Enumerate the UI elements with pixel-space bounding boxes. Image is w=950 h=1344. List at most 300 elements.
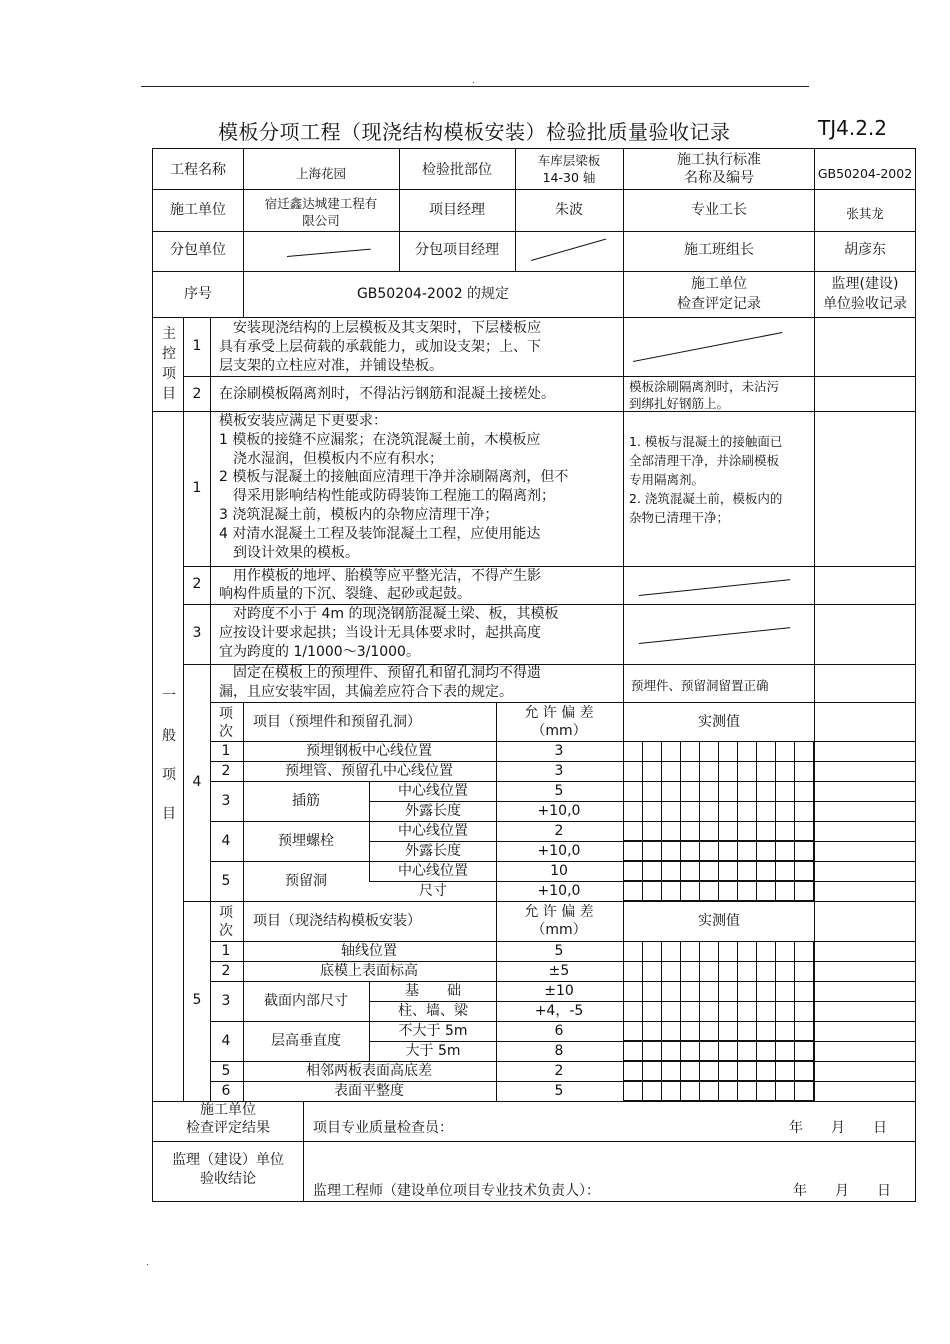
measure-cell [719,881,738,901]
measure-grid-formwork [623,941,814,1101]
measure-cell [738,861,757,881]
seq-header: 序号 [184,286,212,302]
measure-cell [719,1021,738,1041]
measure-cell [795,981,814,1001]
measure-cell [681,861,700,881]
check-header-line2: 检查评定记录 [677,296,761,312]
empty-mark-sub-unit [287,249,371,257]
general-item-text: 宜为跨度的 1/1000～3/1000。 [219,644,420,660]
measure-cell [700,1081,719,1101]
measure-cell [700,881,719,901]
unit-result-line2: 检查评定结果 [186,1120,270,1136]
standard-label-line1: 施工执行标准 [677,152,761,168]
measure-cell [719,1061,738,1081]
measure-cell [757,801,776,821]
col-head-measured: 实测值 [698,913,740,929]
general-item-1-record-line: 全部清理干净，并涂刷模板 [629,453,780,468]
page-mark: . [472,76,475,86]
measure-cell [719,761,738,781]
team-leader-label: 施工班组长 [684,242,754,258]
measure-cell [795,881,814,901]
measure-cell [757,1021,776,1041]
measure-cell [624,1021,643,1041]
measure-cell [795,961,814,981]
measure-cell [624,981,643,1001]
empty-mark-sub-manager [531,239,606,261]
measure-cell [681,881,700,901]
measure-cell [757,981,776,1001]
date-day: 日 [877,1183,891,1199]
team-leader: 胡彦东 [844,242,886,258]
row-name: 预留洞 [285,873,327,889]
measure-cell [624,961,643,981]
general-item-1-record-line: 杂物已清理干净； [629,510,730,525]
row-sub-name: 外露长度 [405,843,461,859]
row-no: 2 [221,963,231,979]
unit-label: 施工单位 [170,202,226,218]
measure-cell [662,981,681,1001]
measure-cell [776,1061,795,1081]
measure-cell [738,821,757,841]
supervise-header-line2: 单位验收记录 [823,296,907,312]
date-year: 年 [789,1120,803,1136]
empty-mark-general-2 [639,579,790,596]
measure-cell [681,1081,700,1101]
measure-cell [700,981,719,1001]
measure-cell [757,761,776,781]
measure-cell [681,841,700,861]
measure-cell [795,1061,814,1081]
general-item-no: 3 [192,625,202,641]
measure-cell [700,1061,719,1081]
project-name-label: 工程名称 [170,162,226,178]
row-tolerance: 3 [554,743,564,759]
measure-cell [662,801,681,821]
measure-cell [681,1041,700,1061]
main-item-text: 安装现浇结构的上层模板及其支架时，下层楼板应 [219,320,541,336]
page-title: 模板分项工程（现浇结构模板安装）检验批质量验收记录 [218,120,731,144]
main-item-record: 模板涂刷隔离剂时，未沾污 [629,379,780,394]
general-item-text: 用作模板的地坪、胎模等应平整光洁，不得产生影 [219,568,541,584]
col-head-tolerance-line1: 允 许 偏 差 [524,904,594,920]
measure-cell [738,841,757,861]
row-tolerance: ±10 [544,983,574,999]
measure-cell [700,841,719,861]
measure-cell [776,881,795,901]
measure-cell [738,801,757,821]
main-label-char: 控 [162,346,176,362]
row-sub-name: 中心线位置 [398,863,468,879]
check-header-line1: 施工单位 [691,276,747,292]
measure-cell [757,841,776,861]
row-sub-name: 不大于 5m [398,1023,468,1039]
row-name: 插筋 [292,793,320,809]
main-label-char: 主 [162,326,176,342]
measure-cell [719,742,738,762]
measure-cell [643,821,662,841]
col-head-no-line2: 次 [219,923,233,939]
row-tolerance: 5 [554,1083,564,1099]
measure-cell [795,1001,814,1021]
row-tolerance: 3 [554,763,564,779]
measure-cell [776,742,795,762]
measure-cell [757,781,776,801]
general-item-1-record-line: 专用隔离剂。 [629,472,705,487]
measure-cell [681,1021,700,1041]
general-item-text: 4 对清水混凝土工程及装饰混凝土工程，应使用能达 [219,525,541,542]
inspector-label: 项目专业质量检查员： [313,1120,453,1136]
measure-cell [757,861,776,881]
measure-cell [795,801,814,821]
row-name: 相邻两板表面高底差 [306,1063,432,1079]
manager-label: 项目经理 [429,202,485,218]
sub-manager-label: 分包项目经理 [415,242,499,258]
standard-code: GB50204-2002 [817,166,913,181]
row-tolerance: 8 [554,1043,564,1059]
general-item-text: 得采用影响结构性能或防碍装饰工程施工的隔离剂； [219,488,555,505]
measure-cell [776,761,795,781]
measure-cell [757,1001,776,1021]
measure-cell [643,1021,662,1041]
row-name: 底模上表面标高 [320,963,418,979]
measure-cell [662,761,681,781]
measure-cell [624,1081,643,1101]
measure-cell [700,761,719,781]
measure-cell [643,981,662,1001]
row-no: 6 [221,1083,231,1099]
measure-cell [738,981,757,1001]
measure-cell [757,961,776,981]
general-label-char: 项 [162,767,176,783]
col-head-tolerance-line2: （mm） [531,922,587,938]
general-item-text: 响构件质量的下沉、裂缝、起砂或起鼓。 [219,586,471,602]
empty-mark-general-3 [639,627,790,644]
row-tolerance: +4，-5 [534,1003,584,1019]
sub-unit-label: 分包单位 [170,242,226,258]
general-item-no: 2 [192,576,202,592]
measure-cell [643,1081,662,1101]
measure-cell [624,801,643,821]
row-no: 1 [221,943,231,959]
supervise-result-line2: 验收结论 [200,1171,256,1187]
row-no: 3 [221,993,231,1009]
general-label-char: 般 [162,728,176,744]
measure-cell [719,1041,738,1061]
measure-cell [738,781,757,801]
general-item-no: 1 [192,480,202,496]
general-item-no: 4 [192,774,202,790]
row-tolerance: +10,0 [537,843,581,859]
measure-cell [681,801,700,821]
general-item-text: 3 浇筑混凝土前，模板内的杂物应清理干净； [219,507,499,523]
measure-cell [719,801,738,821]
measure-cell [624,1001,643,1021]
unit-line2: 限公司 [302,213,340,228]
measure-cell [662,742,681,762]
measure-cell [662,961,681,981]
measure-cell [795,761,814,781]
col-head-no-line1: 项 [219,706,233,722]
measure-cell [624,1041,643,1061]
measure-cell [643,761,662,781]
measure-cell [776,1081,795,1101]
measure-cell [776,1001,795,1021]
measure-cell [700,1021,719,1041]
measure-cell [700,742,719,762]
measure-cell [624,861,643,881]
date-year: 年 [793,1183,807,1199]
measure-cell [624,781,643,801]
measure-cell [719,1001,738,1021]
supervise-result-line1: 监理（建设）单位 [172,1152,284,1168]
row-no: 5 [221,873,231,889]
measure-cell [643,1001,662,1021]
measure-cell [681,942,700,962]
manager: 朱波 [555,202,583,218]
measure-cell [681,742,700,762]
date-month: 月 [831,1120,845,1136]
measure-cell [643,961,662,981]
measure-cell [776,1041,795,1061]
measure-cell [757,881,776,901]
general-item-no: 5 [192,992,202,1008]
measure-cell [757,742,776,762]
main-label-char: 目 [162,386,176,402]
measure-cell [719,841,738,861]
general-item-text: 模板安装应满足下更要求： [219,413,387,429]
measure-grid-embedded [623,741,814,901]
inspection-record-table [152,148,916,1202]
measure-cell [795,942,814,962]
col-head-no-line2: 次 [219,724,233,740]
measure-cell [757,942,776,962]
row-tolerance: 5 [554,943,564,959]
measure-cell [700,801,719,821]
measure-cell [795,742,814,762]
measure-cell [719,981,738,1001]
measure-cell [624,942,643,962]
measure-cell [738,742,757,762]
measure-cell [757,1081,776,1101]
main-label-char: 项 [162,366,176,382]
measure-cell [662,881,681,901]
measure-cell [700,1041,719,1061]
measure-cell [624,761,643,781]
measure-cell [738,1081,757,1101]
row-sub-name: 柱、墙、梁 [398,1003,468,1019]
measure-cell [662,1041,681,1061]
measure-cell [681,821,700,841]
measure-cell [662,841,681,861]
measure-cell [624,841,643,861]
measure-cell [719,961,738,981]
row-tolerance: +10,0 [537,883,581,899]
row-no: 5 [221,1063,231,1079]
measure-cell [776,981,795,1001]
general-item-text: 对跨度不小于 4m 的现浇钢筋混凝土梁、板，其模板 [219,606,559,622]
measure-cell [700,1001,719,1021]
main-item-no: 2 [192,386,202,402]
measure-cell [719,821,738,841]
row-name: 截面内部尺寸 [264,993,348,1009]
row-tolerance: +10,0 [537,803,581,819]
measure-cell [681,1001,700,1021]
unit-result-line1: 施工单位 [200,1102,256,1118]
main-item-record: 到绑扎好钢筋上。 [629,396,730,411]
row-tolerance: 2 [554,1063,564,1079]
row-name: 预埋管、预留孔中心线位置 [285,763,453,779]
measure-cell [662,1061,681,1081]
measure-cell [643,861,662,881]
measure-cell [662,942,681,962]
measure-cell [795,781,814,801]
measure-cell [700,821,719,841]
measure-cell [738,961,757,981]
row-name: 预埋钢板中心线位置 [306,743,432,759]
measure-cell [719,861,738,881]
col-head-tolerance-line2: （mm） [531,723,587,739]
measure-cell [795,1021,814,1041]
measure-cell [662,861,681,881]
measure-cell [776,961,795,981]
measure-cell [776,841,795,861]
general-label-char: 目 [162,806,176,822]
measure-cell [795,1041,814,1061]
measure-cell [776,781,795,801]
measure-cell [776,1021,795,1041]
col-head-no-line1: 项 [219,905,233,921]
measure-cell [700,942,719,962]
measure-cell [757,1061,776,1081]
general-item-text: 应按设计要求起拱；当设计无具体要求时，起拱高度 [219,625,541,641]
general-item-text: 1 模板的接缝不应漏浆；在浇筑混凝土前，木模板应 [219,431,541,448]
measure-cell [643,781,662,801]
col-head-item: 项目（现浇结构模板安装） [253,913,421,929]
row-tolerance: 6 [554,1023,564,1039]
main-item-text: 具有承受上层荷载的承载能力，或加设支架；上、下 [219,339,541,355]
row-name: 层高垂直度 [271,1033,341,1049]
row-name: 轴线位置 [341,943,397,959]
engineer-label: 监理工程师（建设单位项目专业技术负责人）： [313,1183,600,1199]
row-tolerance: 5 [554,783,564,799]
measure-cell [738,942,757,962]
row-sub-name: 大于 5m [405,1043,461,1059]
measure-cell [738,761,757,781]
general-item-4-record: 预埋件、预留洞留置正确 [631,678,769,693]
batch-part-line1: 车库层梁板 [537,153,601,168]
general-label-char: 一 [162,688,176,704]
measure-cell [662,1001,681,1021]
measure-cell [738,1041,757,1061]
measure-cell [757,1041,776,1061]
row-name: 表面平整度 [334,1083,404,1099]
measure-cell [738,1001,757,1021]
general-item-text: 浇水湿润，但模板内不应有积水； [219,450,443,467]
measure-cell [700,861,719,881]
measure-cell [662,1021,681,1041]
row-no: 3 [221,793,231,809]
col-head-measured: 实测值 [698,714,740,730]
row-sub-name: 尺寸 [419,883,447,899]
measure-cell [795,821,814,841]
measure-cell [643,742,662,762]
general-item-text: 漏，且应安装牢固，其偏差应符合下表的规定。 [219,684,513,700]
measure-cell [757,821,776,841]
measure-cell [776,801,795,821]
batch-part-label: 检验批部位 [422,162,492,178]
form-code: TJ4.2.2 [818,116,888,140]
measure-cell [662,1081,681,1101]
measure-cell [643,942,662,962]
measure-cell [624,742,643,762]
measure-cell [624,881,643,901]
measure-cell [662,821,681,841]
general-item-text: 固定在模板上的预埋件、预留孔和留孔洞均不得遗 [219,665,541,681]
row-sub-name: 外露长度 [405,803,461,819]
measure-cell [776,821,795,841]
measure-cell [719,1081,738,1101]
row-no: 1 [221,743,231,759]
row-sub-name: 中心线位置 [398,823,468,839]
row-sub-name: 中心线位置 [398,783,468,799]
measure-cell [624,821,643,841]
header-rule [141,86,809,87]
measure-cell [643,1061,662,1081]
project-name: 上海花园 [295,166,347,181]
main-item-text: 层支架的立柱应对准，并铺设垫板。 [219,358,443,374]
row-tolerance: 2 [554,823,564,839]
page-mark-bottom: . [146,1258,149,1268]
empty-mark-main-1 [633,332,782,362]
foreman-label: 专业工长 [691,202,747,218]
measure-cell [662,781,681,801]
col-head-tolerance-line1: 允 许 偏 差 [524,705,594,721]
measure-cell [776,942,795,962]
measure-cell [681,761,700,781]
measure-cell [795,861,814,881]
row-no: 4 [221,833,231,849]
foreman: 张其龙 [846,206,884,221]
unit-line1: 宿迁鑫达城建工程有 [264,196,378,211]
measure-cell [624,1061,643,1081]
measure-cell [795,841,814,861]
main-item-text: 在涂刷模板隔离剂时，不得沾污钢筋和混凝土接槎处。 [219,386,555,402]
general-item-text: 2 模板与混凝土的接触面应清理干净并涂刷隔离剂，但不 [219,469,569,486]
row-name: 预埋螺栓 [278,833,334,849]
date-month: 月 [835,1183,849,1199]
row-tolerance: ±5 [548,963,570,979]
measure-cell [681,961,700,981]
measure-cell [700,781,719,801]
measure-cell [795,1081,814,1101]
row-sub-name: 基 础 [405,983,461,999]
measure-cell [738,1021,757,1041]
supervise-header-line1: 监理(建设) [831,276,899,292]
measure-cell [681,1061,700,1081]
main-item-no: 1 [192,338,202,354]
measure-cell [643,841,662,861]
measure-cell [719,781,738,801]
col-head-item: 项目（预埋件和预留孔洞） [253,714,421,730]
date-day: 日 [873,1120,887,1136]
row-no: 4 [221,1033,231,1049]
measure-cell [776,861,795,881]
measure-cell [643,881,662,901]
batch-part-line2: 14-30 轴 [542,170,596,185]
measure-cell [643,801,662,821]
measure-cell [643,1041,662,1061]
row-tolerance: 10 [550,863,568,879]
